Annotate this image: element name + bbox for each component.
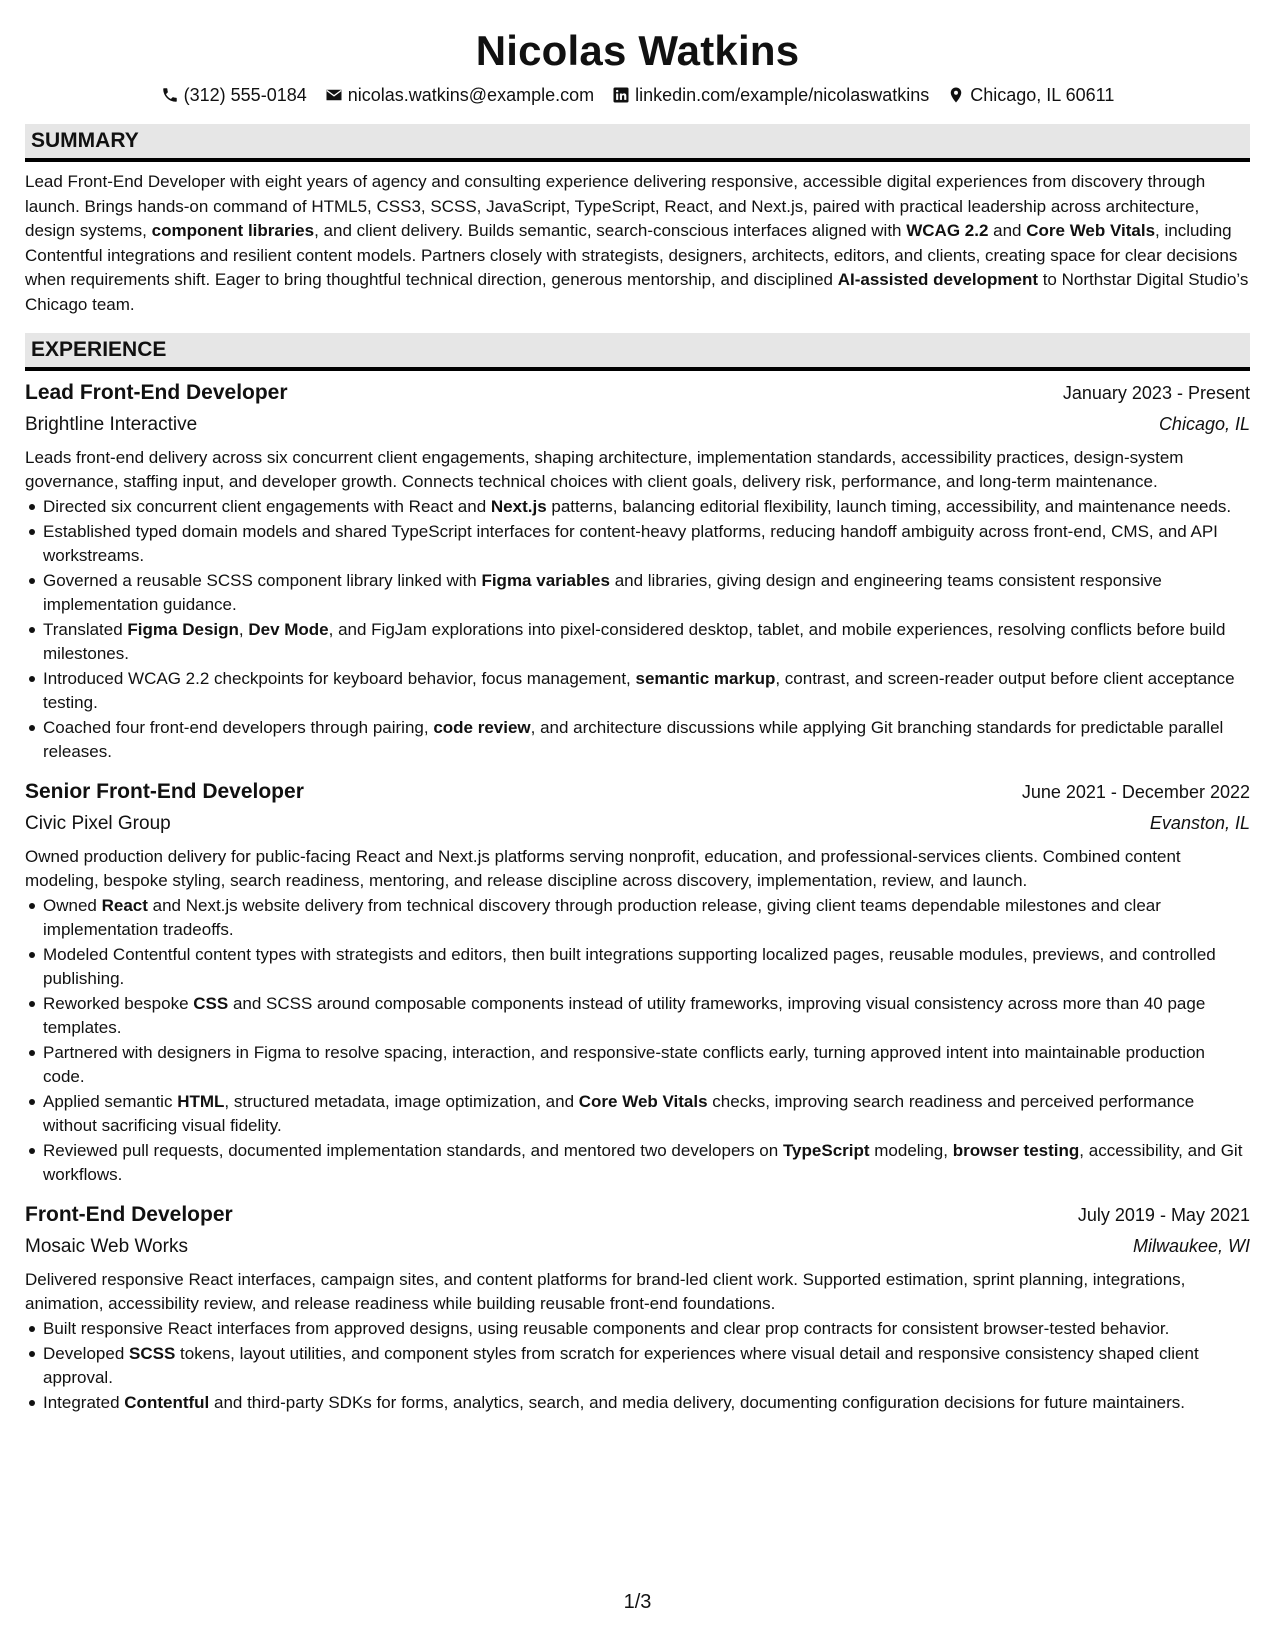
text-run: Partnered with designers in Figma to resolve spacing, interaction, and responsive-state conflicts early, turning approved intent into maintainable production code. [43,1043,1205,1086]
list-item [25,1342,1250,1390]
phone-number: (312) 555-0184 [183,84,307,105]
list-item [25,992,1250,1040]
job-entry [25,1199,1250,1415]
job-company: Mosaic Web Works [25,1236,188,1257]
job-entry [25,377,1250,764]
bold-keyword: WCAG 2.2 [906,221,989,240]
bold-keyword: TypeScript [782,1141,870,1160]
job-entry [25,776,1250,1187]
resume-page [25,26,1250,1416]
bold-keyword: Figma variables [481,571,610,590]
bold-keyword: code review [433,718,531,737]
list-item [25,520,1250,568]
linkedin-link[interactable]: linkedin.com/example/nicolaswatkins [635,84,930,105]
bold-keyword: Core Web Vitals [578,1092,708,1111]
list-item [25,1090,1250,1138]
bold-keyword: SCSS [129,1344,176,1363]
bold-keyword: AI-assisted development [837,270,1038,289]
text-run: tokens, layout utilities, and component styles from scratch for experiences where visual detail and responsive consistency shaped client approval. [43,1344,1199,1387]
text-run: Lead Front-End Developer with eight years of agency and consulting experience delivering responsive, accessible digital experiences from discovery through launch. Brings hands-on command of HTML5, CSS3, SCSS, JavaScript, TypeScript, React, and Next.js, paired with practical leadership across architecture, design systems, [25,172,1206,240]
text-run: Built responsive React interfaces from approved designs, using reusable components and clear prop contracts for consistent browser-tested behavior. [43,1319,1170,1338]
text-run: , and FigJam explorations into pixel-considered desktop, tablet, and mobile experiences, resolving conflicts before build milestones. [43,620,1226,663]
job-location: Evanston, IL [1149,813,1250,833]
text-run: Introduced WCAG 2.2 checkpoints for keyboard behavior, focus management, [43,669,636,688]
list-item [25,943,1250,991]
bold-keyword: semantic markup [635,669,776,688]
list-item [25,894,1250,942]
text-run: Applied semantic [43,1092,178,1111]
text-run: , including Contentful integrations and resilient content models. Partners closely with strategists, designers, architects, editors, and clients, creating space for clear decisions when requirements shift. Eager to bring thoughtful technical direction, generous mentorship, and disciplined [25,221,1238,289]
text-run: and [988,221,1027,240]
text-run: Governed a reusable SCSS component library linked with [43,571,482,590]
list-item [25,716,1250,764]
bold-keyword: Figma Design [127,620,239,639]
email-link[interactable]: nicolas.watkins@example.com [347,84,595,105]
bold-keyword: component libraries [151,221,315,240]
text-run: Reviewed pull requests, documented implementation standards, and mentored two developers on [43,1141,783,1160]
bold-keyword: browser testing [952,1141,1080,1160]
text-run: and Next.js website delivery from technical discovery through production release, giving client teams dependable milestones and clear implementation tradeoffs. [43,896,1161,939]
text-run: Coached four front-end developers through pairing, [43,718,434,737]
text-run: patterns, balancing editorial flexibility, launch timing, accessibility, and maintenance needs. [546,497,1232,516]
text-run: , contrast, and screen-reader output before client acceptance testing. [43,669,1235,712]
list-item [25,1317,1250,1341]
job-description: Owned production delivery for public-facing React and Next.js platforms serving nonprofit, education, and professional-services clients. Combined content modeling, bespoke styling, search readiness, mentoring, and release discipline across discovery, implementation, review, and launch. [25,847,1181,890]
job-title: Front-End Developer [25,1203,233,1226]
linkedin-icon [612,86,630,104]
text-run: , structured metadata, image optimization, and [224,1092,579,1111]
list-item [25,618,1250,666]
phone-icon [161,86,179,104]
job-description: Delivered responsive React interfaces, campaign sites, and content platforms for brand-led client work. Supported estimation, sprint planning, integrations, animation, accessibility review, and release readiness while building reusable front-end foundations. [25,1270,1186,1313]
page-number: 1/3 [623,1591,652,1613]
map-pin-icon [947,86,965,104]
list-item [25,569,1250,617]
job-company: Civic Pixel Group [25,813,171,834]
text-run: and third-party SDKs for forms, analytics, search, and media delivery, documenting configuration decisions for future maintainers. [209,1393,1186,1412]
job-dates: January 2023 - Present [1062,383,1250,403]
text-run: Established typed domain models and shared TypeScript interfaces for content-heavy platforms, reducing handoff ambiguity across front-end, CMS, and API workstreams. [43,522,1218,565]
job-bullets [25,1317,1250,1415]
job-company: Brightline Interactive [25,414,198,435]
job-dates: June 2021 - December 2022 [1021,782,1250,802]
text-run: Developed [43,1344,130,1363]
envelope-icon [325,86,343,104]
contact-linkedin[interactable] [612,85,929,106]
bold-keyword: React [101,896,148,915]
text-run: Modeled Contentful content types with strategists and editors, then built integrations supporting localized pages, reusable modules, previews, and controlled publishing. [43,945,1216,988]
text-run: to Northstar Digital Studio’s Chicago team. [25,270,1249,314]
job-bullets [25,894,1250,1187]
text-run: checks, improving search readiness and perceived performance without sacrificing visual fidelity. [43,1092,1195,1135]
text-run: Translated [43,620,128,639]
location-text: Chicago, IL 60611 [970,84,1115,105]
job-bullets [25,495,1250,764]
contact-email[interactable] [325,85,594,106]
list-item [25,1139,1250,1187]
job-location: Chicago, IL [1158,414,1250,434]
job-title: Senior Front-End Developer [25,780,304,803]
list-item [25,495,1250,519]
summary-text [25,170,1250,317]
contact-location [947,85,1114,106]
text-run: and libraries, giving design and engineering teams consistent responsive implementation guidance. [43,571,1162,614]
bold-keyword: CSS [193,994,229,1013]
bold-keyword: Dev Mode [248,620,329,639]
text-run: , [238,620,249,639]
text-run: and SCSS around composable components instead of utility frameworks, improving visual consistency across more than 40 page templates. [43,994,1206,1037]
contact-phone [161,85,307,106]
text-run: modeling, [869,1141,953,1160]
text-run: , accessibility, and Git workflows. [43,1141,1243,1184]
list-item [25,667,1250,715]
list-item [25,1391,1250,1415]
text-run: Integrated [43,1393,125,1412]
job-location: Milwaukee, WI [1132,1236,1250,1256]
job-title: Lead Front-End Developer [25,381,288,404]
experience-heading: EXPERIENCE [25,333,1250,371]
bold-keyword: Next.js [490,497,547,516]
text-run: , and client delivery. Builds semantic, search-conscious interfaces aligned with [314,221,907,240]
text-run: Owned [43,896,102,915]
text-run: Reworked bespoke [43,994,194,1013]
list-item [25,1041,1250,1089]
job-dates: July 2019 - May 2021 [1077,1205,1250,1225]
contact-bar [25,82,1250,108]
summary-heading: SUMMARY [25,124,1250,162]
bold-keyword: Core Web Vitals [1026,221,1156,240]
candidate-name: Nicolas Watkins [475,27,800,74]
bold-keyword: HTML [177,1092,225,1111]
job-description: Leads front-end delivery across six concurrent client engagements, shaping architecture, implementation standards, accessibility practices, design-system governance, staffing input, and developer growth. Connects technical choices with client goals, delivery risk, performance, and long-term maintenance. [25,448,1184,491]
text-run: , and architecture discussions while applying Git branching standards for predictable parallel releases. [43,718,1224,761]
text-run: Directed six concurrent client engagements with React and [43,497,491,516]
bold-keyword: Contentful [124,1393,210,1412]
